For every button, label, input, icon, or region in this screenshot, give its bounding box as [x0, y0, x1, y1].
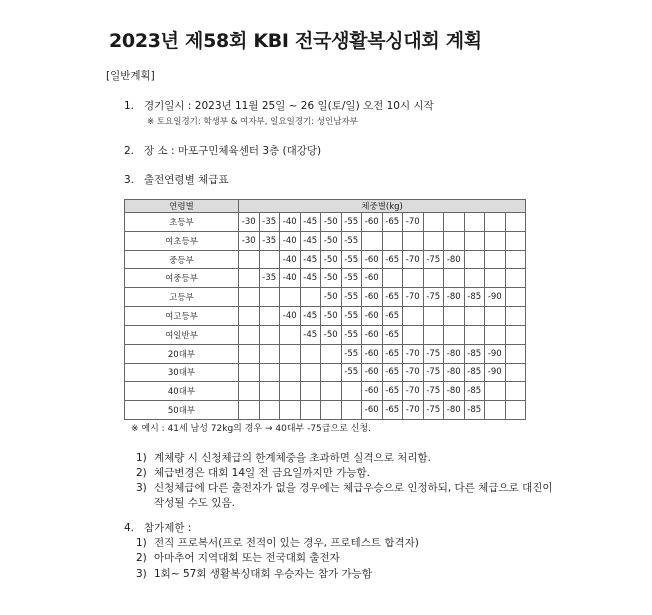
- weight-cell: [505, 288, 526, 307]
- table-row: [125, 307, 526, 326]
- example-note: ※ 예시 : 41세 남성 72kg의 경우 → 40대부 -75급으로 신청.: [131, 424, 371, 434]
- restriction-number: 2): [136, 552, 147, 564]
- weight-cell: -60: [362, 344, 383, 363]
- weight-cell: [505, 382, 526, 401]
- weight-cell: [300, 401, 321, 420]
- weight-cell: [464, 250, 485, 269]
- category-cell: 여초등부: [125, 231, 239, 250]
- header-weight: 체중별(kg): [239, 200, 526, 213]
- category-cell: 50대부: [125, 401, 239, 420]
- weight-cell: [505, 325, 526, 344]
- weight-cell: [444, 269, 465, 288]
- weight-cell: [321, 401, 342, 420]
- weight-cell: [403, 269, 424, 288]
- weight-cell: -60: [362, 288, 383, 307]
- weight-cell: [464, 307, 485, 326]
- rule-3-continued: [136, 495, 235, 510]
- category-cell: 고등부: [125, 288, 239, 307]
- weight-cell: -45: [300, 213, 321, 232]
- item-3: [124, 172, 228, 187]
- weight-cell: -70: [403, 344, 424, 363]
- item-text: 장 소 : 마포구민체육센터 3층 (대강당): [144, 145, 322, 157]
- weight-cell: [300, 344, 321, 363]
- weight-cell: [239, 288, 260, 307]
- table-row: [125, 382, 526, 401]
- weight-cell: -65: [382, 344, 403, 363]
- weight-cell: -80: [444, 344, 465, 363]
- weight-cell: [403, 231, 424, 250]
- weight-cell: [485, 231, 506, 250]
- weight-cell: -55: [341, 344, 362, 363]
- weight-cell: -50: [321, 307, 342, 326]
- weight-cell: -65: [382, 363, 403, 382]
- weight-cell: [485, 307, 506, 326]
- weight-cell: -40: [280, 213, 301, 232]
- weight-cell: [259, 363, 280, 382]
- item-text: 경기일시 : 2023년 11월 25일 ~ 26 일(토/일) 오전 10시 시작: [144, 100, 434, 112]
- table-row: [125, 363, 526, 382]
- weight-cell: -70: [403, 382, 424, 401]
- weight-cell: -70: [403, 401, 424, 420]
- document-title: 2023년 제58회 KBI 전국생활복싱대회 계획: [109, 30, 482, 52]
- weight-cell: -90: [485, 288, 506, 307]
- weight-cell: [505, 213, 526, 232]
- weight-cell: [239, 363, 260, 382]
- rule-2: [136, 465, 370, 480]
- weight-cell: [423, 307, 444, 326]
- weight-cell: [239, 307, 260, 326]
- weight-cell: -75: [423, 250, 444, 269]
- weight-cell: -70: [403, 288, 424, 307]
- weight-cell: [485, 401, 506, 420]
- weight-cell: -65: [382, 382, 403, 401]
- weight-cell: [239, 382, 260, 401]
- section-label: [일반계획]: [106, 70, 155, 82]
- weight-cell: -35: [259, 231, 280, 250]
- weight-cell: -50: [321, 250, 342, 269]
- weight-cell: [259, 401, 280, 420]
- weight-cell: -60: [362, 363, 383, 382]
- weight-cell: [485, 269, 506, 288]
- weight-cell: -45: [300, 250, 321, 269]
- weight-cell: [300, 363, 321, 382]
- weight-cell: -50: [321, 213, 342, 232]
- weight-cell: -75: [423, 401, 444, 420]
- weight-cell: [321, 382, 342, 401]
- restriction-text: 1회~ 57회 생활복싱대회 우승자는 참가 가능함: [154, 568, 372, 580]
- weight-cell: -85: [464, 382, 485, 401]
- weight-cell: -30: [239, 213, 260, 232]
- weight-cell: [423, 269, 444, 288]
- weight-cell: -65: [382, 325, 403, 344]
- weight-cell: -65: [382, 401, 403, 420]
- weight-cell: -60: [362, 213, 383, 232]
- weight-cell: -55: [341, 269, 362, 288]
- weight-cell: -65: [382, 307, 403, 326]
- item-number: 3.: [124, 174, 135, 186]
- weight-cell: [485, 325, 506, 344]
- restriction-number: 1): [136, 537, 147, 549]
- weight-cell: -60: [362, 269, 383, 288]
- weight-cell: -60: [362, 401, 383, 420]
- category-cell: 20대부: [125, 344, 239, 363]
- weight-cell: -80: [444, 401, 465, 420]
- weight-cell: -60: [362, 307, 383, 326]
- weight-cell: [505, 307, 526, 326]
- weight-cell: [485, 382, 506, 401]
- weight-cell: [239, 325, 260, 344]
- weight-cell: [321, 344, 342, 363]
- weight-cell: -55: [341, 325, 362, 344]
- weight-cell: -55: [341, 307, 362, 326]
- weight-cell: [505, 231, 526, 250]
- weight-cell: -55: [341, 231, 362, 250]
- rule-text: 체급변경은 대회 14일 전 금요일까지만 가능함.: [154, 467, 370, 479]
- weight-cell: -85: [464, 401, 485, 420]
- weight-cell: -35: [259, 269, 280, 288]
- rule-1: [136, 450, 431, 465]
- weight-cell: [423, 213, 444, 232]
- restriction-number: 3): [136, 568, 147, 580]
- weight-cell: -70: [403, 213, 424, 232]
- weight-cell: [280, 344, 301, 363]
- weight-cell: -40: [280, 269, 301, 288]
- weight-cell: -90: [485, 363, 506, 382]
- weight-cell: [382, 269, 403, 288]
- item-1: [124, 98, 434, 113]
- restriction-text: 아마추어 지역대회 또는 전국대회 출전자: [154, 552, 340, 564]
- item-2: [124, 143, 321, 158]
- weight-cell: -85: [464, 288, 485, 307]
- weight-cell: [505, 269, 526, 288]
- weight-cell: -50: [321, 288, 342, 307]
- rule-number: 3): [136, 482, 147, 494]
- table-row: [125, 344, 526, 363]
- weight-cell: -75: [423, 344, 444, 363]
- weight-cell: -45: [300, 307, 321, 326]
- weight-cell: -70: [403, 363, 424, 382]
- weight-cell: [280, 288, 301, 307]
- category-cell: 여일반부: [125, 325, 239, 344]
- weight-cell: [505, 344, 526, 363]
- rule-text: 계체량 시 신청체급의 한계체중을 초과하면 실격으로 처리함.: [154, 452, 431, 464]
- weight-cell: [239, 401, 260, 420]
- weight-cell: [464, 269, 485, 288]
- weight-cell: -70: [403, 250, 424, 269]
- schedule-note: ※ 토요일경기: 학생부 & 여자부, 일요일경기: 성인남자부: [147, 117, 358, 127]
- category-cell: 40대부: [125, 382, 239, 401]
- weight-cell: [321, 363, 342, 382]
- restriction-3: [136, 566, 372, 581]
- weight-cell: [259, 325, 280, 344]
- weight-cell: [403, 325, 424, 344]
- weight-cell: [341, 401, 362, 420]
- table-row: [125, 288, 526, 307]
- rule-3: [136, 480, 553, 495]
- weight-cell: -80: [444, 288, 465, 307]
- weight-cell: -45: [300, 325, 321, 344]
- weight-cell: -85: [464, 363, 485, 382]
- weight-cell: -30: [239, 231, 260, 250]
- rule-number: 2): [136, 467, 147, 479]
- weight-cell: [423, 231, 444, 250]
- category-cell: 여중등부: [125, 269, 239, 288]
- item-number: 4.: [124, 522, 135, 534]
- weight-cell: -60: [362, 250, 383, 269]
- item-text: 참가제한 :: [144, 522, 192, 534]
- weight-cell: -85: [464, 344, 485, 363]
- weight-cell: [341, 382, 362, 401]
- weight-cell: [505, 401, 526, 420]
- weight-cell: -55: [341, 363, 362, 382]
- weight-cell: [505, 250, 526, 269]
- weight-cell: [485, 250, 506, 269]
- header-category: 연령별: [125, 200, 239, 213]
- table-row: [125, 231, 526, 250]
- category-cell: 초등부: [125, 213, 239, 232]
- table-row: [125, 250, 526, 269]
- item-number: 2.: [124, 145, 135, 157]
- weight-cell: -80: [444, 382, 465, 401]
- weight-cell: [423, 325, 444, 344]
- rule-text: 작성될 수도 있음.: [154, 497, 236, 509]
- weight-cell: [300, 288, 321, 307]
- weight-cell: -50: [321, 231, 342, 250]
- weight-cell: [239, 344, 260, 363]
- weight-cell: [485, 213, 506, 232]
- weight-cell: [444, 213, 465, 232]
- rule-number: 1): [136, 452, 147, 464]
- weight-cell: -55: [341, 250, 362, 269]
- weight-cell: -40: [280, 250, 301, 269]
- weight-cell: [259, 250, 280, 269]
- weight-cell: [280, 382, 301, 401]
- weight-cell: -60: [362, 382, 383, 401]
- weight-class-table: [124, 199, 526, 420]
- weight-cell: [382, 231, 403, 250]
- weight-cell: -55: [341, 288, 362, 307]
- restriction-2: [136, 550, 340, 565]
- weight-cell: -40: [280, 307, 301, 326]
- item-text: 출전연령별 체급표: [144, 174, 229, 186]
- weight-cell: -75: [423, 382, 444, 401]
- weight-cell: [464, 231, 485, 250]
- weight-cell: -80: [444, 363, 465, 382]
- weight-cell: [259, 382, 280, 401]
- table-row: [125, 401, 526, 420]
- weight-cell: [362, 231, 383, 250]
- table-row: [125, 213, 526, 232]
- weight-cell: -65: [382, 213, 403, 232]
- weight-cell: -80: [444, 250, 465, 269]
- weight-cell: -40: [280, 231, 301, 250]
- weight-cell: -65: [382, 288, 403, 307]
- weight-cell: -50: [321, 269, 342, 288]
- weight-cell: -45: [300, 269, 321, 288]
- weight-cell: [444, 307, 465, 326]
- weight-cell: [464, 213, 485, 232]
- weight-cell: [239, 250, 260, 269]
- weight-cell: -50: [321, 325, 342, 344]
- weight-cell: [259, 307, 280, 326]
- weight-cell: [444, 231, 465, 250]
- table-row: [125, 325, 526, 344]
- restriction-text: 전직 프로복서(프로 전적이 있는 경우, 프로테스트 합격자): [154, 537, 419, 549]
- weight-cell: -65: [382, 250, 403, 269]
- weight-cell: [300, 382, 321, 401]
- restriction-1: [136, 535, 419, 550]
- rule-text: 신청체급에 다른 출전자가 없을 경우에는 체급우승으로 인정하되, 다른 체급으로 대진이: [154, 482, 553, 494]
- weight-cell: -45: [300, 231, 321, 250]
- category-cell: 중등부: [125, 250, 239, 269]
- weight-cell: [403, 307, 424, 326]
- weight-cell: -35: [259, 213, 280, 232]
- weight-cell: [239, 269, 260, 288]
- weight-cell: [280, 401, 301, 420]
- weight-cell: -75: [423, 363, 444, 382]
- weight-cell: [505, 363, 526, 382]
- weight-cell: [259, 344, 280, 363]
- category-cell: 여고등부: [125, 307, 239, 326]
- table-row: [125, 269, 526, 288]
- weight-cell: [464, 325, 485, 344]
- weight-cell: -75: [423, 288, 444, 307]
- item-4: [124, 520, 191, 535]
- weight-cell: -90: [485, 344, 506, 363]
- weight-cell: [280, 363, 301, 382]
- weight-cell: -55: [341, 213, 362, 232]
- weight-cell: [444, 325, 465, 344]
- category-cell: 30대부: [125, 363, 239, 382]
- item-number: 1.: [124, 100, 135, 112]
- weight-cell: [280, 325, 301, 344]
- weight-cell: [259, 288, 280, 307]
- weight-cell: -60: [362, 325, 383, 344]
